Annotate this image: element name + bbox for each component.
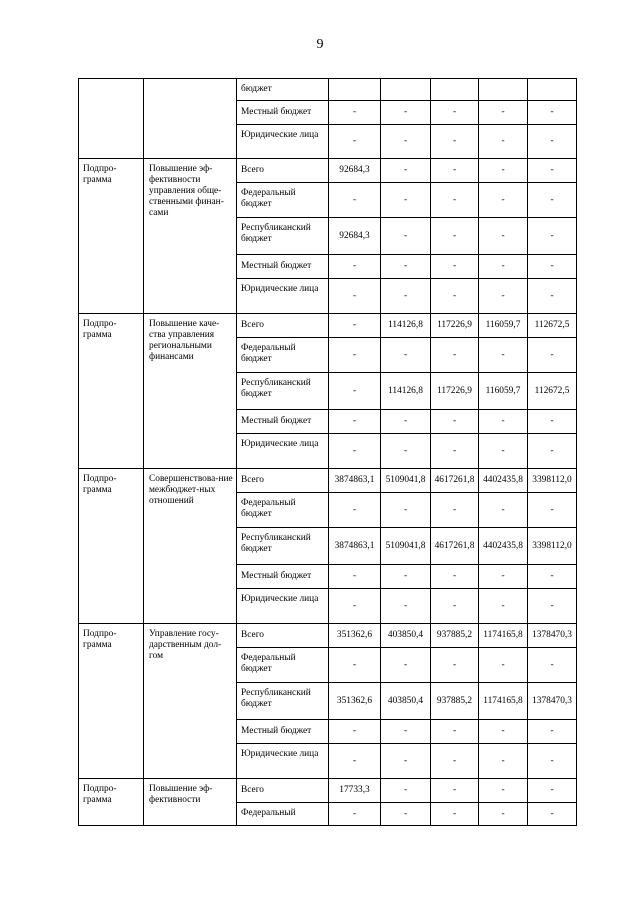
- cell-funding-source: Федеральный: [237, 803, 329, 826]
- table-row: [79, 314, 577, 338]
- cell-value: [479, 79, 528, 101]
- cell-value: 92684,3: [329, 159, 381, 183]
- cell-funding-source: Республиканский бюджет: [237, 218, 329, 255]
- cell-value: 5109041,8: [381, 469, 431, 493]
- cell-value: -: [431, 218, 479, 255]
- cell-funding-source: Местный бюджет: [237, 720, 329, 744]
- cell-funding-source: Местный бюджет: [237, 410, 329, 434]
- cell-funding-source: Юридические лица: [237, 279, 329, 314]
- budget-table: [78, 78, 577, 826]
- cell-funding-source: Федеральный бюджет: [237, 493, 329, 528]
- cell-value: -: [528, 744, 577, 779]
- cell-value: -: [479, 589, 528, 624]
- cell-value: -: [329, 410, 381, 434]
- cell-funding-source: Республиканский бюджет: [237, 683, 329, 720]
- cell-value: -: [528, 565, 577, 589]
- cell-funding-source: Федеральный бюджет: [237, 183, 329, 218]
- table-row: [79, 469, 577, 493]
- cell-value: [431, 79, 479, 101]
- cell-funding-source: бюджет: [237, 79, 329, 101]
- cell-value: 3398112,0: [528, 528, 577, 565]
- cell-funding-source: Всего: [237, 159, 329, 183]
- cell-value: 4617261,8: [431, 528, 479, 565]
- cell-value: 5109041,8: [381, 528, 431, 565]
- cell-value: -: [479, 159, 528, 183]
- cell-subprogram-name: [144, 79, 237, 159]
- cell-value: -: [431, 101, 479, 125]
- cell-value: -: [528, 338, 577, 373]
- cell-value: -: [431, 279, 479, 314]
- cell-subprogram-name: Повышение эф-фективности: [144, 779, 237, 826]
- cell-value: -: [431, 255, 479, 279]
- cell-subprogram-type: Подпро-грамма: [79, 779, 144, 826]
- cell-funding-source: Всего: [237, 314, 329, 338]
- cell-value: -: [479, 338, 528, 373]
- cell-subprogram-type: Подпро-грамма: [79, 159, 144, 314]
- cell-value: [381, 79, 431, 101]
- cell-value: -: [381, 338, 431, 373]
- cell-value: -: [329, 279, 381, 314]
- cell-value: -: [329, 125, 381, 159]
- cell-value: -: [329, 720, 381, 744]
- cell-value: -: [431, 648, 479, 683]
- cell-value: 17733,3: [329, 779, 381, 803]
- cell-value: -: [381, 410, 431, 434]
- cell-value: 4402435,8: [479, 469, 528, 493]
- cell-value: 116059,7: [479, 373, 528, 410]
- cell-value: -: [381, 565, 431, 589]
- cell-value: -: [528, 410, 577, 434]
- cell-value: 92684,3: [329, 218, 381, 255]
- cell-value: -: [479, 493, 528, 528]
- cell-funding-source: Республиканский бюджет: [237, 528, 329, 565]
- cell-value: -: [381, 434, 431, 469]
- cell-value: -: [329, 338, 381, 373]
- cell-value: -: [381, 779, 431, 803]
- cell-value: 937885,2: [431, 624, 479, 648]
- cell-value: -: [528, 720, 577, 744]
- cell-funding-source: Местный бюджет: [237, 101, 329, 125]
- cell-value: -: [479, 744, 528, 779]
- cell-subprogram-type: [79, 79, 144, 159]
- cell-value: -: [528, 589, 577, 624]
- cell-value: -: [479, 125, 528, 159]
- cell-value: -: [381, 493, 431, 528]
- cell-funding-source: Федеральный бюджет: [237, 648, 329, 683]
- cell-value: -: [528, 803, 577, 826]
- cell-value: -: [528, 218, 577, 255]
- cell-value: -: [431, 779, 479, 803]
- cell-value: -: [329, 255, 381, 279]
- cell-funding-source: Федеральный бюджет: [237, 338, 329, 373]
- cell-value: -: [431, 434, 479, 469]
- cell-value: 114126,8: [381, 373, 431, 410]
- cell-value: 3874863,1: [329, 469, 381, 493]
- cell-value: 403850,4: [381, 683, 431, 720]
- cell-value: -: [381, 183, 431, 218]
- cell-subprogram-name: Совершенствова-ние межбюджет-ных отношений: [144, 469, 237, 624]
- cell-value: -: [479, 410, 528, 434]
- cell-value: -: [431, 565, 479, 589]
- cell-value: -: [431, 803, 479, 826]
- cell-value: -: [431, 183, 479, 218]
- cell-value: -: [431, 338, 479, 373]
- cell-subprogram-name: Повышение эф-фективности управления обще-ственными финан-сами: [144, 159, 237, 314]
- cell-subprogram-name: Повышение каче-ства управления региональными финансами: [144, 314, 237, 469]
- cell-value: -: [479, 565, 528, 589]
- cell-subprogram-type: Подпро-грамма: [79, 469, 144, 624]
- cell-value: -: [431, 493, 479, 528]
- cell-value: 117226,9: [431, 314, 479, 338]
- cell-value: -: [479, 255, 528, 279]
- cell-value: -: [381, 589, 431, 624]
- cell-value: -: [431, 744, 479, 779]
- cell-value: -: [381, 720, 431, 744]
- page-number: 9: [316, 37, 324, 52]
- cell-value: -: [431, 159, 479, 183]
- cell-value: 403850,4: [381, 624, 431, 648]
- cell-value: -: [381, 159, 431, 183]
- cell-funding-source: Всего: [237, 779, 329, 803]
- cell-value: -: [431, 125, 479, 159]
- cell-value: -: [528, 125, 577, 159]
- cell-value: 117226,9: [431, 373, 479, 410]
- cell-value: -: [381, 803, 431, 826]
- cell-value: -: [329, 803, 381, 826]
- cell-value: -: [528, 493, 577, 528]
- cell-value: 116059,7: [479, 314, 528, 338]
- cell-funding-source: Юридические лица: [237, 434, 329, 469]
- table-row: [79, 624, 577, 648]
- cell-value: -: [528, 255, 577, 279]
- cell-funding-source: Республиканский бюджет: [237, 373, 329, 410]
- cell-value: -: [431, 410, 479, 434]
- cell-value: -: [431, 589, 479, 624]
- cell-value: -: [528, 183, 577, 218]
- cell-value: -: [329, 183, 381, 218]
- cell-funding-source: Юридические лица: [237, 744, 329, 779]
- cell-value: -: [479, 803, 528, 826]
- cell-funding-source: Всего: [237, 469, 329, 493]
- cell-value: 1378470,3: [528, 683, 577, 720]
- cell-value: -: [479, 279, 528, 314]
- cell-funding-source: Юридические лица: [237, 589, 329, 624]
- cell-value: -: [381, 648, 431, 683]
- cell-value: -: [329, 373, 381, 410]
- cell-value: -: [381, 101, 431, 125]
- cell-value: 114126,8: [381, 314, 431, 338]
- cell-value: -: [381, 744, 431, 779]
- cell-funding-source: Местный бюджет: [237, 565, 329, 589]
- table-row: [79, 79, 577, 101]
- cell-value: -: [329, 101, 381, 125]
- cell-value: 351362,6: [329, 624, 381, 648]
- cell-value: -: [528, 159, 577, 183]
- cell-value: -: [381, 125, 431, 159]
- cell-value: -: [479, 720, 528, 744]
- cell-value: -: [431, 720, 479, 744]
- cell-value: 3874863,1: [329, 528, 381, 565]
- cell-value: 112672,5: [528, 314, 577, 338]
- cell-value: -: [479, 218, 528, 255]
- cell-value: 937885,2: [431, 683, 479, 720]
- cell-value: -: [528, 779, 577, 803]
- cell-value: -: [329, 493, 381, 528]
- cell-value: -: [528, 434, 577, 469]
- cell-value: -: [479, 434, 528, 469]
- cell-subprogram-type: Подпро-грамма: [79, 624, 144, 779]
- cell-value: -: [329, 565, 381, 589]
- cell-value: -: [528, 279, 577, 314]
- cell-subprogram-type: Подпро-грамма: [79, 314, 144, 469]
- cell-funding-source: Местный бюджет: [237, 255, 329, 279]
- cell-value: 3398112,0: [528, 469, 577, 493]
- cell-value: -: [528, 648, 577, 683]
- cell-funding-source: Всего: [237, 624, 329, 648]
- cell-value: -: [479, 648, 528, 683]
- table-row: [79, 779, 577, 803]
- cell-value: -: [479, 779, 528, 803]
- cell-value: 351362,6: [329, 683, 381, 720]
- cell-value: -: [381, 255, 431, 279]
- cell-value: [528, 79, 577, 101]
- cell-value: 4402435,8: [479, 528, 528, 565]
- cell-value: 1378470,3: [528, 624, 577, 648]
- cell-value: 1174165,8: [479, 624, 528, 648]
- cell-value: -: [329, 589, 381, 624]
- cell-value: -: [381, 218, 431, 255]
- cell-value: -: [329, 434, 381, 469]
- cell-value: -: [329, 744, 381, 779]
- cell-value: -: [329, 648, 381, 683]
- cell-value: 4617261,8: [431, 469, 479, 493]
- cell-value: -: [329, 314, 381, 338]
- cell-funding-source: Юридические лица: [237, 125, 329, 159]
- cell-value: 112672,5: [528, 373, 577, 410]
- cell-value: 1174165,8: [479, 683, 528, 720]
- table-row: [79, 159, 577, 183]
- cell-value: [329, 79, 381, 101]
- cell-value: -: [381, 279, 431, 314]
- cell-value: -: [528, 101, 577, 125]
- cell-subprogram-name: Управление госу-дарственным дол-гом: [144, 624, 237, 779]
- cell-value: -: [479, 101, 528, 125]
- cell-value: -: [479, 183, 528, 218]
